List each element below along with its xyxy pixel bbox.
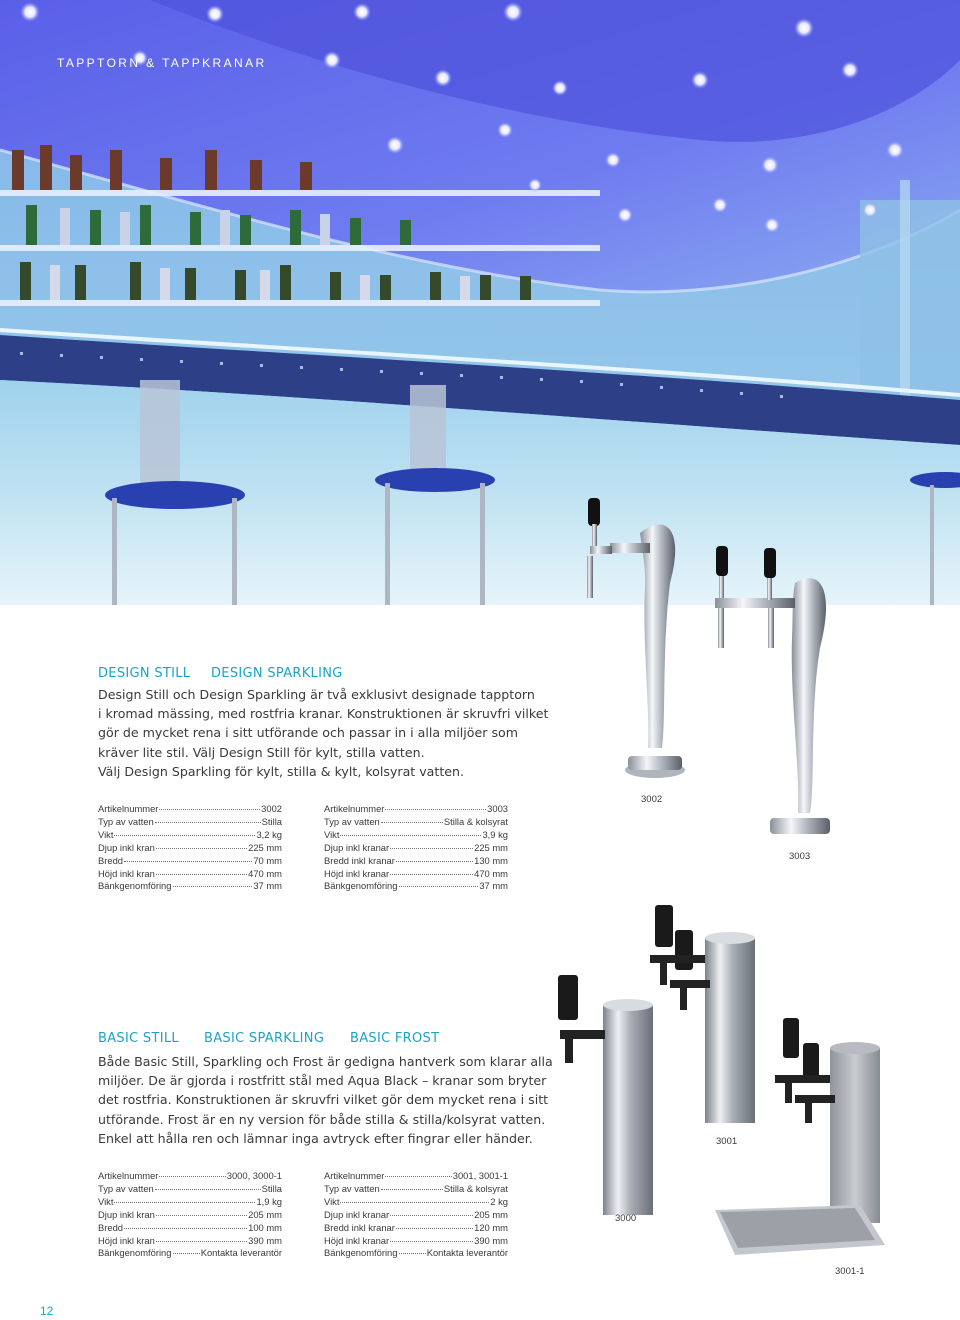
spec-row [98,1235,282,1248]
spec-table-3002 [98,803,282,893]
caption-3001-1: 3001-1 [835,1266,865,1277]
spec-value: 205 mm [248,1208,282,1220]
spec-label: Bänkgenomföring [324,880,398,892]
spec-value: Kontakta leverantör [200,1247,282,1259]
spec-leader-dots [390,1215,473,1216]
spec-label: Bredd [98,1221,124,1233]
spec-leader-dots [381,822,443,823]
spec-value: Stilla [261,815,282,827]
spec-leader-dots [399,886,479,887]
spec-row [98,1209,282,1222]
spec-leader-dots [156,1241,247,1242]
spec-row [98,855,282,868]
spec-value: Stilla & kolsyrat [443,815,508,827]
design-paragraph-line: kräver lite stil. Välj Design Still för kylt, stilla vatten. [98,744,425,760]
spec-label: Höjd inkl kran [98,1234,155,1246]
spec-label: Typ av vatten [98,815,154,827]
spec-row [98,1196,282,1209]
spec-leader-dots [381,1189,443,1190]
heading-design-still: DESIGN STILL [98,666,191,681]
tap-3003 [715,546,830,834]
design-taps-illustration [570,488,870,848]
spec-leader-dots [155,822,261,823]
basic-paragraph-line: Enkel att hålla ren och lämnar inga avtryck efter fingrar eller händer. [98,1130,533,1146]
spec-row [98,803,282,816]
spec-row [324,868,508,881]
spec-label: Bänkgenomföring [98,880,172,892]
tap-3000 [558,975,653,1215]
spec-label: Vikt [324,1195,340,1207]
spec-value: 470 mm [248,867,282,879]
spec-leader-dots [114,1202,255,1203]
spec-label: Artikelnummer [324,1170,385,1181]
caption-3000: 3000 [615,1213,637,1224]
spec-leader-dots [173,886,253,887]
spec-label: Artikelnummer [98,803,159,814]
spec-value: Stilla & kolsyrat [443,1182,508,1194]
spec-row [98,1183,282,1196]
spec-leader-dots [340,1202,489,1203]
spec-row [324,1235,508,1248]
heading-basic-frost: BASIC FROST [350,1031,440,1046]
spec-row [324,1247,508,1260]
spec-label: Vikt [98,828,114,840]
spec-label: Typ av vatten [324,1182,380,1194]
spec-value: 37 mm [253,880,282,892]
spec-label: Typ av vatten [324,815,380,827]
design-paragraph [98,685,548,781]
spec-value: Kontakta leverantör [426,1247,508,1259]
basic-paragraph-line: det rostfria. Konstruktionen är skruvfri vilket gör dem mycket rena i sitt [98,1092,549,1108]
spec-value: 3002 [261,803,282,814]
spec-row [98,1170,282,1183]
spec-label: Vikt [98,1195,114,1207]
spec-value: 2 kg [490,1195,508,1207]
heading-basic-sparkling: BASIC SPARKLING [204,1031,325,1046]
spec-row [98,829,282,842]
spec-leader-dots [159,809,260,810]
spec-label: Artikelnummer [98,1170,159,1181]
spec-leader-dots [156,848,247,849]
spec-row [324,1209,508,1222]
spec-leader-dots [385,1176,451,1177]
caption-3003: 3003 [789,851,811,862]
basic-paragraph [98,1052,553,1148]
spec-value: 3003 [487,803,508,814]
spec-table-3003 [324,803,508,893]
spec-value: 225 mm [248,841,282,853]
design-paragraph-line: Design Still och Design Sparkling är två exklusivt designade tapptorn [98,687,535,702]
tap-3001 [650,905,755,1123]
spec-row [98,880,282,893]
spec-leader-dots [390,874,473,875]
spec-value: 470 mm [474,867,508,879]
spec-label: Artikelnummer [324,803,385,814]
spec-row [98,1247,282,1260]
spec-value: 100 mm [248,1221,282,1233]
spec-row [98,842,282,855]
spec-value: 390 mm [474,1234,508,1246]
page-title: TAPPTORN & TAPPKRANAR [57,56,267,70]
spec-value: 3000, 3000-1 [226,1170,282,1181]
spec-leader-dots [385,809,486,810]
spec-leader-dots [173,1253,200,1254]
spec-label: Djup inkl kranar [324,841,390,853]
spec-row [98,868,282,881]
spec-value: 130 mm [474,854,508,866]
page-number: 12 [40,1304,54,1318]
spec-value: 120 mm [474,1221,508,1233]
spec-row [324,1222,508,1235]
spec-value: 3001, 3001-1 [452,1170,508,1181]
spec-value: 70 mm [253,854,282,866]
spec-label: Bredd inkl kranar [324,854,395,866]
spec-leader-dots [396,861,473,862]
basic-paragraph-line: Både Basic Still, Sparkling och Frost är gedigna hantverk som klarar alla [98,1054,553,1069]
basic-paragraph-line: utförande. Frost är en ny version för både stilla & stilla/kolsyrat vatten. [98,1111,546,1127]
basic-paragraph-line: miljöer. De är gjorda i rostfritt stål med Aqua Black – kranar som bryter [98,1073,547,1089]
spec-table-3001 [324,1170,508,1260]
spec-leader-dots [390,1241,473,1242]
spec-label: Djup inkl kranar [324,1208,390,1220]
spec-row [324,816,508,829]
spec-value: 3,9 kg [482,828,508,840]
tap-3002 [587,498,685,778]
spec-value: 37 mm [479,880,508,892]
spec-row [324,880,508,893]
spec-leader-dots [396,1228,473,1229]
spec-table-3000 [98,1170,282,1260]
spec-leader-dots [114,835,255,836]
spec-label: Höjd inkl kranar [324,867,390,879]
spec-label: Bänkgenomföring [98,1247,172,1259]
spec-value: 205 mm [474,1208,508,1220]
basic-taps-illustration [540,900,900,1280]
spec-row [324,842,508,855]
spec-leader-dots [155,1189,261,1190]
spec-leader-dots [399,1253,426,1254]
spec-value: Stilla [261,1182,282,1194]
design-paragraph-line: Välj Design Sparkling för kylt, stilla & kylt, kolsyrat vatten. [98,763,465,779]
spec-leader-dots [156,874,247,875]
design-paragraph-line: i kromad mässing, med rostfria kranar. Konstruktionen är skruvfri vilket [98,706,549,722]
spec-row [98,1222,282,1235]
spec-value: 3,2 kg [256,828,282,840]
heading-design-sparkling: DESIGN SPARKLING [211,666,343,681]
spec-row [324,1183,508,1196]
spec-label: Höjd inkl kranar [324,1234,390,1246]
spec-row [324,803,508,816]
spec-value: 1,9 kg [256,1195,282,1207]
spec-label: Bänkgenomföring [324,1247,398,1259]
spec-leader-dots [159,1176,225,1177]
heading-basic-still: BASIC STILL [98,1031,179,1046]
spec-row [324,855,508,868]
spec-value: 225 mm [474,841,508,853]
spec-label: Höjd inkl kran [98,867,155,879]
spec-leader-dots [340,835,481,836]
spec-label: Vikt [324,828,340,840]
caption-3002: 3002 [641,794,663,805]
spec-leader-dots [156,1215,247,1216]
design-paragraph-line: gör de mycket rena i sitt utförande och passar in i alla miljöer som [98,725,518,741]
caption-3001: 3001 [716,1136,738,1147]
spec-label: Djup inkl kran [98,841,155,853]
spec-row [98,816,282,829]
spec-label: Typ av vatten [98,1182,154,1194]
spec-value: 390 mm [248,1234,282,1246]
spec-row [324,1196,508,1209]
spec-label: Bredd inkl kranar [324,1221,395,1233]
spec-row [324,1170,508,1183]
spec-label: Djup inkl kran [98,1208,155,1220]
spec-leader-dots [124,1228,247,1229]
spec-leader-dots [124,861,252,862]
spec-label: Bredd [98,854,124,866]
spec-leader-dots [390,848,473,849]
spec-row [324,829,508,842]
